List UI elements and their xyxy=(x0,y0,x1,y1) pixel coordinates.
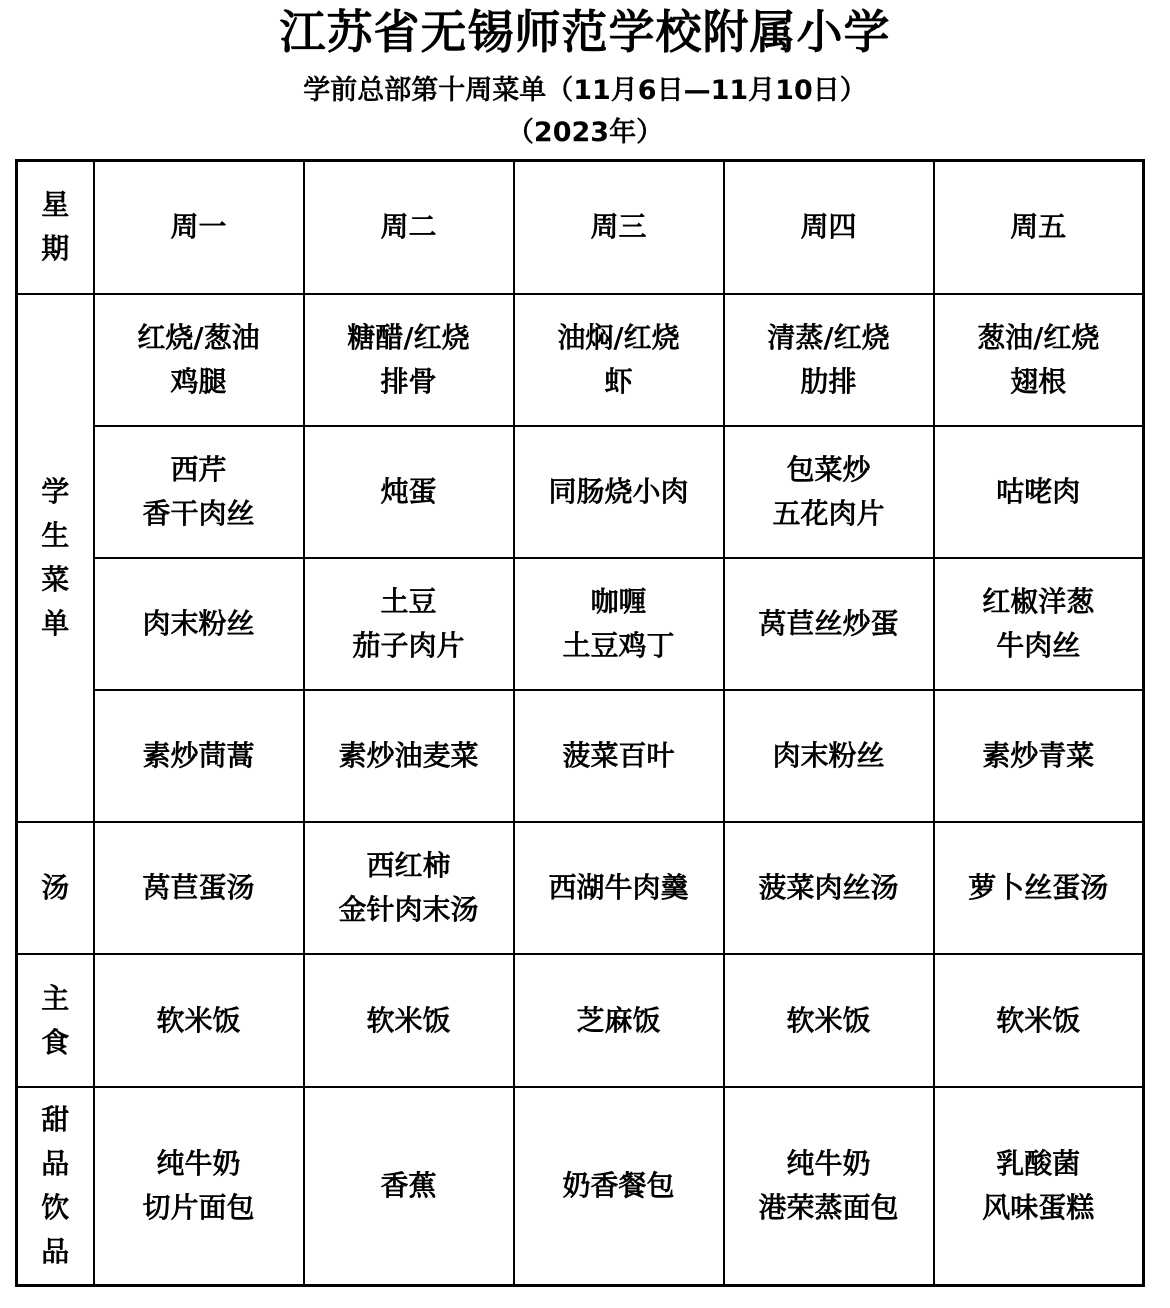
menu-cell: 软米饭 xyxy=(94,954,304,1087)
menu-cell: 油焖/红烧 虾 xyxy=(514,294,724,426)
menu-cell: 红烧/葱油 鸡腿 xyxy=(94,294,304,426)
staple-row xyxy=(17,954,1144,1087)
day-header: 周一 xyxy=(94,161,304,294)
student-dish-row xyxy=(17,690,1144,822)
menu-cell: 肉末粉丝 xyxy=(94,558,304,690)
menu-cell: 纯牛奶 港荣蒸面包 xyxy=(724,1087,934,1285)
menu-cell: 土豆 茄子肉片 xyxy=(304,558,514,690)
menu-cell: 葱油/红烧 翅根 xyxy=(934,294,1144,426)
menu-cell: 软米饭 xyxy=(724,954,934,1087)
menu-cell: 咕咾肉 xyxy=(934,426,1144,558)
menu-cell: 萝卜丝蛋汤 xyxy=(934,822,1144,954)
menu-cell: 糖醋/红烧 排骨 xyxy=(304,294,514,426)
menu-cell: 素炒青菜 xyxy=(934,690,1144,822)
menu-cell: 软米饭 xyxy=(934,954,1144,1087)
menu-cell: 炖蛋 xyxy=(304,426,514,558)
menu-cell: 素炒茼蒿 xyxy=(94,690,304,822)
soup-row xyxy=(17,822,1144,954)
menu-cell: 莴苣丝炒蛋 xyxy=(724,558,934,690)
student-dish-row xyxy=(17,426,1144,558)
dessert-row xyxy=(17,1087,1144,1285)
menu-cell: 芝麻饭 xyxy=(514,954,724,1087)
staple-label: 主 食 xyxy=(17,954,94,1087)
menu-cell: 红椒洋葱 牛肉丝 xyxy=(934,558,1144,690)
menu-cell: 肉末粉丝 xyxy=(724,690,934,822)
day-header: 周二 xyxy=(304,161,514,294)
day-header: 周五 xyxy=(934,161,1144,294)
student-dish-row xyxy=(17,558,1144,690)
menu-cell: 素炒油麦菜 xyxy=(304,690,514,822)
year-label: （2023年） xyxy=(506,117,664,148)
page-subtitle: 学前总部第十周菜单（11月6日—11月10日） xyxy=(303,75,867,106)
day-header: 周四 xyxy=(724,161,934,294)
menu-cell: 莴苣蛋汤 xyxy=(94,822,304,954)
menu-cell: 香蕉 xyxy=(304,1087,514,1285)
menu-cell: 西湖牛肉羹 xyxy=(514,822,724,954)
menu-cell: 西红柿 金针肉末汤 xyxy=(304,822,514,954)
student-dishes-label: 学 生 菜 单 xyxy=(17,294,94,822)
weekday-row xyxy=(17,161,1144,294)
menu-cell: 菠菜百叶 xyxy=(514,690,724,822)
menu-cell: 同肠烧小肉 xyxy=(514,426,724,558)
menu-table xyxy=(15,159,1145,1287)
dessert-label: 甜 品 饮 品 xyxy=(17,1087,94,1285)
menu-cell: 清蒸/红烧 肋排 xyxy=(724,294,934,426)
student-dish-row xyxy=(17,294,1144,426)
page-title: 江苏省无锡师范学校附属小学 xyxy=(279,5,891,59)
day-header: 周三 xyxy=(514,161,724,294)
menu-cell: 奶香餐包 xyxy=(514,1087,724,1285)
weekday-label: 星 期 xyxy=(17,161,94,294)
soup-label: 汤 xyxy=(17,822,94,954)
menu-cell: 乳酸菌 风味蛋糕 xyxy=(934,1087,1144,1285)
menu-cell: 西芹 香干肉丝 xyxy=(94,426,304,558)
menu-cell: 纯牛奶 切片面包 xyxy=(94,1087,304,1285)
menu-cell: 菠菜肉丝汤 xyxy=(724,822,934,954)
menu-cell: 咖喱 土豆鸡丁 xyxy=(514,558,724,690)
menu-cell: 软米饭 xyxy=(304,954,514,1087)
menu-cell: 包菜炒 五花肉片 xyxy=(724,426,934,558)
